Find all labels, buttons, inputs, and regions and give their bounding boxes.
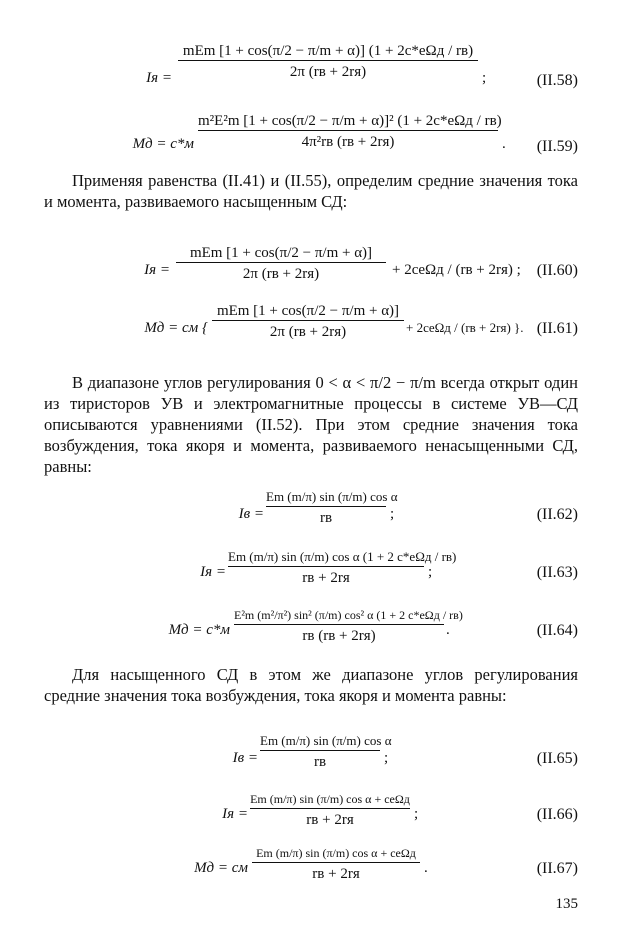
equation-number: (II.66) bbox=[536, 806, 578, 823]
equation-tail: . bbox=[502, 136, 506, 152]
equation-number: (II.67) bbox=[536, 860, 578, 877]
equation-tail: ; bbox=[384, 750, 389, 766]
equation-denominator: 2π (rв + 2rя) bbox=[212, 320, 404, 341]
equation-numerator: Em (m/π) sin (π/m) cos α bbox=[260, 733, 392, 748]
page-number: 135 bbox=[555, 896, 578, 912]
equation-denominator: rв bbox=[266, 506, 386, 527]
equation-denominator: rв + 2rя bbox=[252, 862, 420, 883]
equation-numerator: Em (m/π) sin (π/m) cos α + ceΩд bbox=[256, 846, 416, 860]
equation-lhs: Iв = bbox=[232, 750, 258, 766]
equation-numerator: mEm [1 + cos(π/2 − π/m + α)] bbox=[189, 245, 373, 261]
equation-number: (II.62) bbox=[536, 506, 578, 523]
equation-lhs: Mд = cм bbox=[194, 860, 248, 876]
equation-number: (II.61) bbox=[536, 320, 578, 337]
equation-lhs: Mд = cм { bbox=[144, 320, 208, 336]
equation-denominator: rв + 2rя bbox=[228, 566, 424, 587]
equation-lhs: Iя = bbox=[200, 564, 226, 580]
equation-fraction bbox=[198, 112, 502, 151]
equation-tail: . bbox=[446, 622, 450, 638]
equation-fraction bbox=[250, 790, 410, 829]
equation-number: (II.58) bbox=[536, 72, 578, 89]
equation-number: (II.64) bbox=[536, 622, 578, 639]
equation-denominator: rв + 2rя bbox=[250, 808, 410, 829]
equation-lhs: Mд = c*м bbox=[168, 622, 230, 638]
equation-tail: . bbox=[424, 860, 428, 876]
equation-numerator: Em (m/π) sin (π/m) cos α (1 + 2 c*eΩд / rв) bbox=[228, 549, 457, 564]
equation-tail: ; bbox=[390, 506, 395, 522]
equation-lhs: Iв = bbox=[238, 506, 264, 522]
equation-number: (II.59) bbox=[536, 138, 578, 155]
equation-numerator: Em (m/π) sin (π/m) cos α + ceΩд bbox=[250, 792, 410, 806]
equation-denominator: rв bbox=[260, 750, 380, 771]
paragraph-2: В диапазоне углов регулирования 0 < α < π/2 − π/m всегда открыт один из тиристоров УВ и электромагнитные процессы в системе УВ—СД описываются уравнениями (II.52). При этом средние значения тока возбуждения, тока якоря и момента, развиваемого ненасыщенными СД, равны: bbox=[44, 373, 578, 476]
equation-number: (II.63) bbox=[536, 564, 578, 581]
equation-denominator: 2π (rв + 2rя) bbox=[176, 262, 386, 283]
equation-fraction bbox=[212, 302, 404, 341]
equation-lhs: Iя = bbox=[146, 70, 172, 86]
equation-numerator: Em (m/π) sin (π/m) cos α bbox=[266, 489, 398, 504]
equation-denominator: 2π (rв + 2rя) bbox=[178, 60, 478, 81]
paragraph-3: Для насыщенного СД в этом же диапазоне углов регулирования средние значения тока возбуждения, тока якоря и момента равны: bbox=[44, 665, 578, 705]
equation-fraction bbox=[176, 244, 386, 283]
equation-numerator: mEm [1 + cos(π/2 − π/m + α)] bbox=[216, 303, 400, 319]
equation-fraction bbox=[234, 606, 463, 645]
equation-lhs: Iя = bbox=[144, 262, 170, 278]
equation-fraction bbox=[228, 548, 457, 587]
equation-denominator: rв (rв + 2rя) bbox=[234, 624, 444, 645]
equation-lhs: Mд = c*м bbox=[132, 136, 194, 152]
equation-numerator: mEm [1 + cos(π/2 − π/m + α)] (1 + 2c*eΩд / rв) bbox=[182, 43, 474, 59]
equation-tail: + 2ceΩд / (rв + 2rя) }. bbox=[406, 320, 524, 335]
equation-tail: ; bbox=[482, 70, 487, 86]
equation-fraction bbox=[252, 844, 420, 883]
equation-denominator: 4π²rв (rв + 2rя) bbox=[198, 130, 498, 151]
equation-tail: ; bbox=[428, 564, 433, 580]
paragraph-1: Применяя равенства (II.41) и (II.55), определим средние значения тока и момента, развиваемого насыщенным СД: bbox=[44, 171, 578, 211]
equation-numerator: m²E²m [1 + cos(π/2 − π/m + α)]² (1 + 2c*eΩд / rв) bbox=[198, 113, 502, 129]
equation-tail: ; bbox=[414, 806, 419, 822]
equation-number: (II.60) bbox=[536, 262, 578, 279]
equation-fraction bbox=[260, 732, 392, 771]
equation-number: (II.65) bbox=[536, 750, 578, 767]
equation-tail: + 2ceΩд / (rв + 2rя) ; bbox=[392, 262, 521, 278]
equation-numerator: E²m (m²/π²) sin² (π/m) cos² α (1 + 2 c*eΩд / rв) bbox=[234, 608, 463, 622]
equation-fraction bbox=[266, 488, 398, 527]
equation-fraction bbox=[178, 42, 478, 81]
equation-lhs: Iя = bbox=[222, 806, 248, 822]
